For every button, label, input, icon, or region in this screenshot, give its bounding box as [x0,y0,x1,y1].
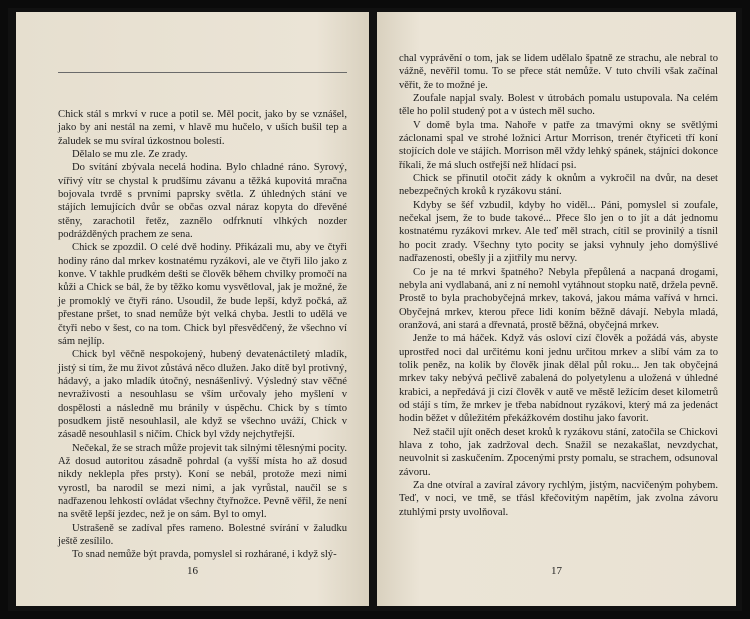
paragraph: Chick se zpozdil. O celé dvě hodiny. Přikázali mu, aby ve čtyři hodiny ráno dal mrkev kostnatému ryzákovi, ale ve čtyři lilo jako z konve. V takhle prudkém dešti se člověk během chvilky promočí na kůži a Chick se bál, že by těžko komu vysvětloval, jak je možné, že je promoklý ve čtyři ráno. Usoudil, že bude lepší, když počká, až přestane pršet, to snad nemůže být velká chyba. Jestli to udělá ve čtyři nebo v šest, co na tom. Chick byl přesvědčený, že všechno ví sám nejlíp. [58,242,347,347]
paragraph: Nečekal, že se strach může projevit tak silnými tělesnými pocity. Až dosud autoritou zásadně pohrdal (a vyšší místa ho až dosud nikdy neklepla přes prsty). Koní se nebál, protože mezi nimi vyrostl, ba narodil se mezi nimi, a jak vyrůstal, naučil se s nadřazenou lehkostí ovládat všechny čtyřnožce. Pevně věřil, že není na světě lepší jezdec, než je on sám. Byl to omyl. [58,442,347,521]
paragraph: Kdyby se šéf vzbudil, kdyby ho viděl... Páni, pomyslel si zoufale, nečekal jsem, že to bude takové... Přece šlo jen o to jít a dát jednomu kostnatému ryzákovi mrkev. Ale teď měl strach, cítil se provinilý a tísnil ho pocit zrady. Všechny tyto pocity se jaksi vyhnuly jeho domýšlivé nadřazenosti, obešly ji a zjitřily mu nervy. [399,199,718,265]
paragraph: Co je na té mrkvi špatného? Nebyla přepůlená a nacpaná drogami, nebyla ani vydlabaná, ani z ní nemohl vytáhnout stopku natě, držela pevně. Prostě to byla prachobyčejná mrkev, taková, jakou máma vařívá v hrnci. Obyčejná mrkev, kterou přece lidi koním běžně dávají. Nebyla mladá, oranžová, ani stará a dřevnatá, prostě běžná, obyčejná mrkev. [399,266,718,331]
paragraph: Zoufale napjal svaly. Bolest v útrobách pomalu ustupovala. Na celém těle ho polil studený pot a v ústech měl sucho. [399,93,718,118]
paragraph: Za dne otvíral a zavíral závory rychlým, jistým, nacvičeným pohybem. Teď, v noci, ve tmě, se třásl křečovitým napětím, jak zvolna závoru ztuhlými prsty uvolňoval. [399,480,718,518]
right-page [377,12,736,606]
paragraph: Do svítání zbývala necelá hodina. Bylo chladné ráno. Syrový, vířivý vítr se chystal k prudšímu závanu a těžká kupovitá mračna bojovala tvrdě s prvními paprsky světla. Z úhledných stání ve stájích lemujících dvůr se občas ozval náraz kopyta do dřevěné stěny, zarachotil řetěz, zaznělo odfrknutí vlhkých nozder podrážděných prachem ze sena. [58,162,347,241]
paragraph: To snad nemůže být pravda, pomyslel si rozhárané, i když slý- [72,549,337,561]
right-page-text [399,52,718,519]
left-page-text [58,108,347,562]
paragraph: Než stačil ujít oněch deset kroků k ryzákovu stání, zatočila se Chickovi hlava z toho, jak zadržoval dech. Snažil se nezakašlat, nevzdychat, neuvolnit si zaskučením. Zpocenými prsty pomalu, se strachem, odsunoval závoru. [399,426,718,478]
page-number: 17 [551,564,562,577]
paragraph: Dělalo se mu zle. Ze zrady. [72,149,188,161]
paragraph: Chick se přinutil otočit zády k oknům a vykročil na dvůr, na deset nebezpečných kroků k ryzákovu stání. [399,173,718,198]
paragraph: Jenže to má háček. Když vás osloví cizí člověk a požádá vás, abyste uprostřed noci dal určitému koni jednu určitou mrkev a slíbí vám za to tolik peněz, na kolik by člověk jinak dělal půl roku... Jen tak obyčejná mrkev taky nebývá pečlivě zabalená do polyetylenu a uložená v úhledné krabici, a nepředává ji cizí člověk v autě ve městě ležícím deset kilometrů od stájí s tím, že mrkev je třeba nabídnout ryzákovi, který má za jedenáct hodin běžet v důležitém překážkovém dostihu jako favorit. [399,333,718,425]
paragraph: Chick stál s mrkví v ruce a potil se. Měl pocit, jako by se vznášel, jako by ani nestál na zemi, v hlavě mu hučelo, v uších bušil tep a žaludek se mu svíral úzkostnou bolestí. [58,109,347,147]
paragraph: Chick byl věčně nespokojený, hubený devatenáctiletý mladík, jistý si tím, že mu život zůstává něco dlužen. Jako dítě byl protivný, hádavý, a jako mladík útočný, nesnášenlivý. Výsledný stav věčné nevraživosti a nesouhlasu se vším určovaly jeho myšlení v dospělosti a následně mu bránily v úspěchu. Chick by s tímto posudkem jistě nesouhlasil, ale když se všechno uváží, Chick v zásadě nesouhlasil s ničím. Chick byl vždy nejchytřejší. [58,349,347,441]
paragraph: V domě byla tma. Nahoře v patře za tmavými okny se světlými záclonami spal ve strohé ložnici Artur Morrison, trenér čtyřiceti tří koní stojících dole ve stájích. Morrison měl vždy lehký spánek, stájníci dokonce říkali, že má sluch ostřejší než hlídací psi. [399,119,718,171]
header-rule [58,72,347,73]
paragraph: chal vyprávění o tom, jak se lidem udělalo špatně ze strachu, ale nebral to vážně, nevěřil tomu. To se přece stát nemůže. V tuto chvíli však začínal věřit, že to možné je. [399,53,718,91]
page-number: 16 [187,564,198,577]
paragraph: Ustrašeně se zadíval přes rameno. Bolestné svírání v žaludku ještě zesílilo. [58,522,347,547]
book-spread [8,8,742,611]
left-page [16,12,369,606]
